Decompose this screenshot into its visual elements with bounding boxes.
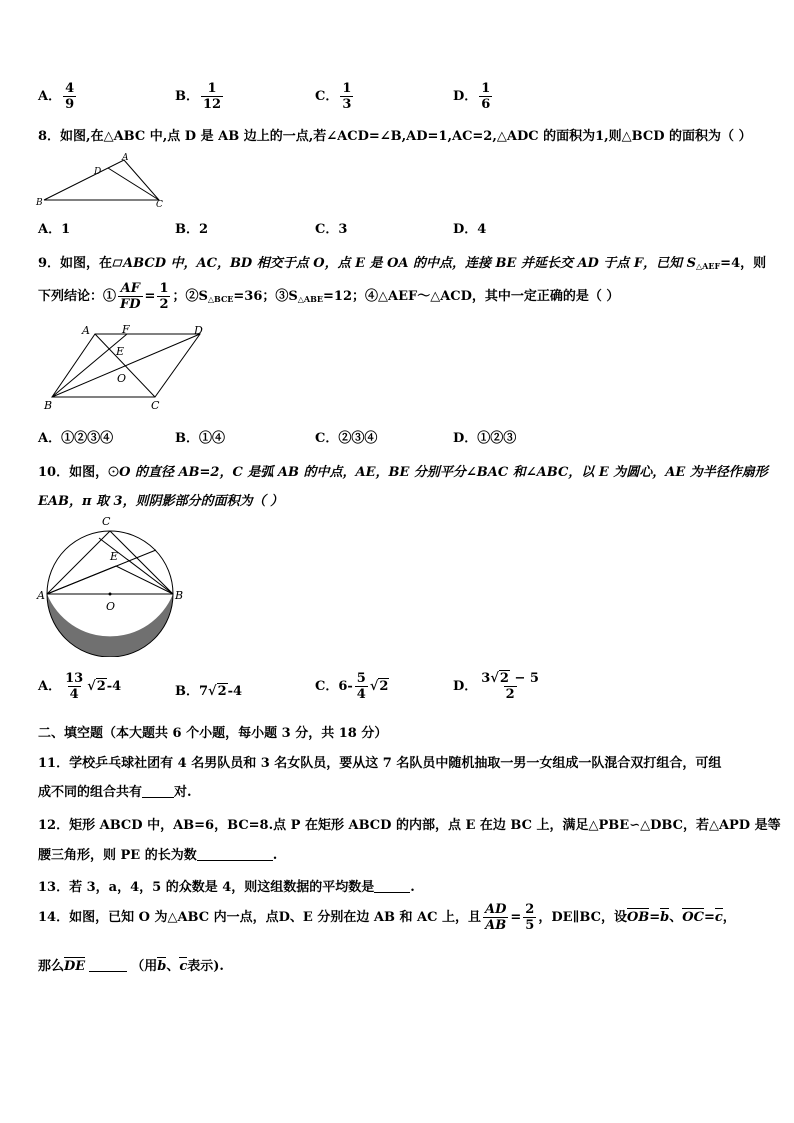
q14-line2: 那么DE （用b、c表示). [38,959,224,974]
q10-label-b: B [175,589,184,602]
q11-line1: 11．学校乒乓球社团有 4 名男队员和 3 名女队员，要从这 7 名队员中随机抽取一男一女组成一队混合双打组合，可组 [38,756,722,771]
circle-dot-icon [108,466,119,477]
q8-figure [34,150,169,210]
q10-option-c: C．6- $\frac{5}{4}$ √2 [315,671,389,702]
q8-label-d: D [94,167,102,177]
q8-label-a: A [122,153,129,163]
q9-label-c: C [151,399,160,412]
parallelogram-icon [112,259,123,267]
q10-option-b: B．7√2-4 [175,684,243,699]
q11-line2: 成不同的组合共有 对. [38,785,192,800]
q10-label-c: C [102,515,111,528]
q14-answer-blank [89,971,127,972]
q10-line1: 10．如图， O 的直径 AB=2，C 是弧 AB 的中点，AE，BE 分别平分∠BAC 和∠ABC，以 E 为圆心，AE 为半径作扇形 [38,465,768,480]
q10-line2: EAB，π 取 3，则阴影部分的面积为（ ） [38,494,284,509]
q9-label-o: O [117,372,127,385]
q7-option-c: C． $\frac{1}{3}$ [315,81,352,112]
q9-option-d: D．①②③ [453,431,517,446]
q8-option-c: C．3 [315,222,348,237]
q7-option-a: A． $\frac{4}{9}$ [38,81,75,112]
q8-option-b: B．2 [175,222,209,237]
q9-option-c: C．②③④ [315,431,378,446]
q8-text: 8．如图,在△ABC 中,点 D 是 AB 边上的一点,若∠ACD=∠B,AD=1,AC=2,△ADC 的面积为1,则△BCD 的面积为（ ） [38,129,752,144]
q9-label-b: B [44,399,53,412]
q9-label-f: F [122,323,130,336]
q11-answer-blank [142,797,174,798]
q7-option-d: D． $\frac{1}{6}$ [453,81,491,112]
q9-figure [40,322,215,412]
q13-line: 13．若 3，a，4，5 的众数是 4，则这组数据的平均数是 . [38,880,415,895]
q7-option-b: B． $\frac{1}{12}$ [175,81,222,112]
q9-line1: 9．如图，在 ABCD 中，AC，BD 相交于点 O，点 E 是 OA 的中点，连接 BE 并延长交 AD 于点 F，已知 $S_{\triangle AEF}=4$，则 [38,256,767,271]
q13-answer-blank [374,892,410,893]
q12-answer-blank [197,860,273,861]
q9-option-a: A．①②③④ [38,431,114,446]
q9-label-e: E [116,345,125,358]
q9-label-d: D [194,324,203,337]
q12-line2: 腰三角形，则 PE 的长为数 . [38,848,278,863]
q10-label-a: A [37,589,45,602]
q8-option-a: A．1 [38,222,71,237]
q10-label-e: E [110,550,119,563]
q12-line1: 12．矩形 ABCD 中，AB=6，BC=8.点 P 在矩形 ABCD 的内部，点 E 在边 BC 上，满足△PBE∽△DBC，若△APD 是等 [38,818,781,833]
q8-label-b: B [36,198,43,208]
q9-line2: 下列结论：① $\frac{AF}{FD}$ = $\frac{1}{2}$ ；$②S_{\triangle BCE}=36$；$③S_{\triangle ABE}=12$；④△AEF～△ACD，其中一定正确的是（ ） [38,281,620,312]
q10-label-o: O [106,600,116,613]
q9-label-a: A [82,324,90,337]
q10-figure [36,512,186,657]
section-2-heading: 二、填空题（本大题共 6 个小题，每小题 3 分，共 18 分） [38,726,388,741]
q10-option-d: D． $\frac{3√2 - 5}{2}$ [453,671,539,702]
q9-option-b: B．①④ [175,431,225,446]
q14-line1: 14．如图，已知 O 为△ABC 内一点，点D、E 分别在边 AB 和 AC 上，且 $\frac{AD}{AB}$ = $\frac{2}{5}$ ，DE∥BC，设OB=b、OC=c， [38,902,736,933]
q10-option-a: A． $\frac{13}{4}$ √2-4 [38,671,122,702]
q8-option-d: D．4 [453,222,487,237]
q8-label-c: C [156,200,163,210]
